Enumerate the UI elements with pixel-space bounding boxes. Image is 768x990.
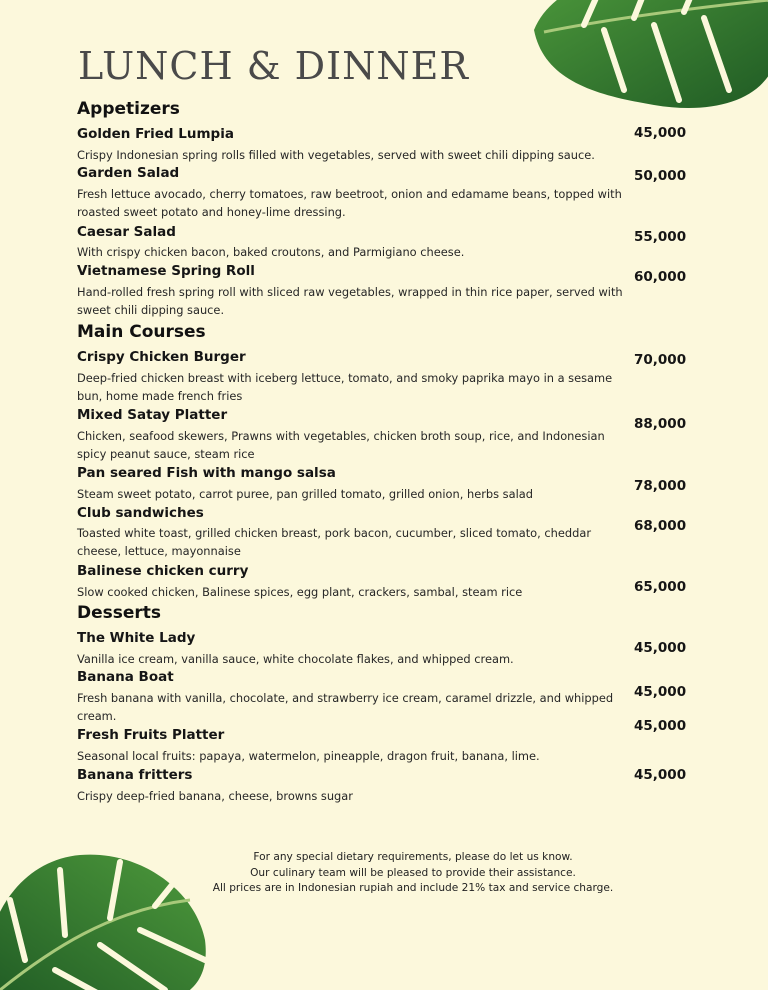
item-description: Slow cooked chicken, Balinese spices, egg plant, crackers, sambal, steam rice: [77, 585, 523, 599]
item-price: 65,000: [634, 579, 687, 595]
section-heading-desserts: Desserts: [77, 603, 162, 623]
footer-line: All prices are in Indonesian rupiah and include 21% tax and service charge.: [212, 882, 614, 894]
section-heading-main-courses: Main Courses: [77, 322, 206, 342]
item-name: Banana Boat: [77, 669, 174, 685]
item-description: Seasonal local fruits: papaya, watermelon, pineapple, dragon fruit, banana, lime.: [77, 749, 540, 763]
item-price: 45,000: [634, 684, 687, 700]
footer-notes: [150, 850, 676, 897]
item-description: With crispy chicken bacon, baked croutons, and Parmigiano cheese.: [77, 245, 465, 259]
item-description: Fresh banana with vanilla, chocolate, and strawberry ice cream, caramel drizzle, and whipped cream.: [77, 691, 614, 723]
item-price: 45,000: [634, 718, 687, 734]
item-price: 70,000: [634, 352, 687, 368]
item-description: Chicken, seafood skewers, Prawns with vegetables, chicken broth soup, rice, and Indonesian spicy peanut sauce, steam rice: [77, 429, 605, 461]
item-name: Balinese chicken curry: [77, 563, 249, 579]
item-name: Crispy Chicken Burger: [77, 349, 246, 365]
item-name: Caesar Salad: [77, 224, 176, 240]
item-price: 50,000: [634, 168, 687, 184]
item-name: Pan seared Fish with mango salsa: [77, 465, 336, 481]
item-description: Deep-fried chicken breast with iceberg lettuce, tomato, and smoky paprika mayo in a sesame bun, home made french fries: [77, 371, 613, 403]
item-price: 88,000: [634, 416, 687, 432]
item-name: Garden Salad: [77, 165, 180, 181]
item-description: Fresh lettuce avocado, cherry tomatoes, raw beetroot, onion and edamame beans, topped with roasted sweet potato and honey-lime dressing.: [77, 187, 622, 219]
item-price: 45,000: [634, 125, 687, 141]
item-description: Crispy deep-fried banana, cheese, browns sugar: [77, 789, 353, 803]
item-name: Club sandwiches: [77, 505, 204, 521]
item-price: 60,000: [634, 269, 687, 285]
item-name: Mixed Satay Platter: [77, 407, 228, 423]
footer-line: For any special dietary requirements, please do let us know.: [253, 851, 573, 863]
monstera-leaf-icon: [514, 0, 768, 110]
footer-line: Our culinary team will be pleased to provide their assistance.: [250, 866, 576, 879]
item-name: Golden Fried Lumpia: [77, 126, 234, 142]
item-description: Crispy Indonesian spring rolls filled with vegetables, served with sweet chili dipping sauce.: [77, 148, 595, 162]
item-description: Hand-rolled fresh spring roll with sliced raw vegetables, wrapped in thin rice paper, served with sweet chili dipping sauce.: [77, 285, 623, 317]
item-price: 45,000: [634, 767, 687, 783]
item-price: 55,000: [634, 229, 687, 245]
menu-title: LUNCH & DINNER: [78, 44, 469, 88]
item-name: Banana fritters: [77, 767, 193, 783]
item-description: Toasted white toast, grilled chicken breast, pork bacon, cucumber, sliced tomato, cheddar cheese, lettuce, mayonnaise: [77, 526, 592, 558]
item-name: Vietnamese Spring Roll: [77, 263, 255, 279]
section-heading-appetizers: Appetizers: [77, 99, 180, 119]
item-price: 68,000: [634, 518, 687, 534]
item-name: Fresh Fruits Platter: [77, 727, 225, 743]
item-name: The White Lady: [77, 630, 196, 646]
item-price: 78,000: [634, 478, 687, 494]
item-description: Steam sweet potato, carrot puree, pan grilled tomato, grilled onion, herbs salad: [77, 487, 533, 501]
item-price: 45,000: [634, 640, 687, 656]
item-description: Vanilla ice cream, vanilla sauce, white chocolate flakes, and whipped cream.: [77, 652, 514, 666]
